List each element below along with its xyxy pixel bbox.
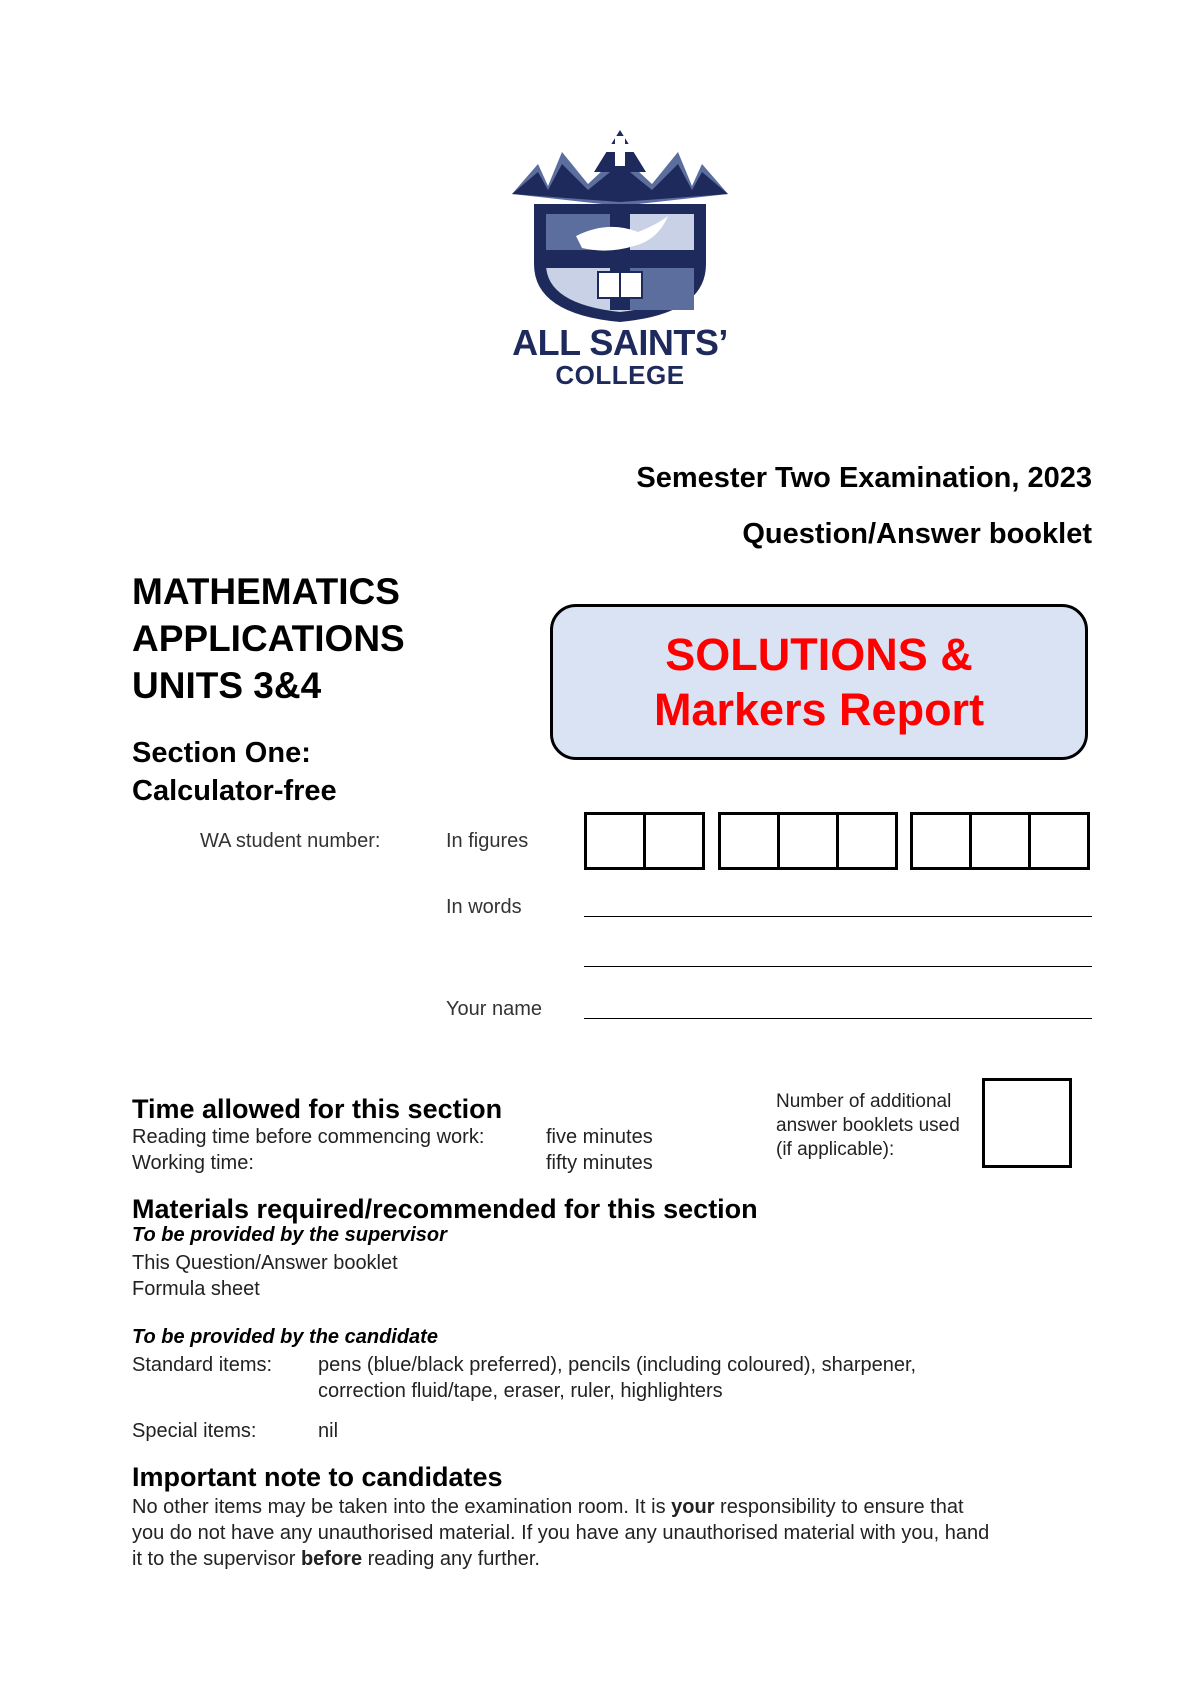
digit-group-2 — [718, 812, 898, 870]
note-text: it to the supervisor — [132, 1548, 301, 1570]
solutions-line-1: SOLUTIONS & — [665, 629, 973, 680]
note-emphasis: before — [300, 1548, 363, 1570]
digit-box[interactable] — [643, 812, 705, 870]
subject-line-2: APPLICATIONS — [132, 618, 405, 659]
additional-line-2: answer booklets used — [776, 1115, 960, 1136]
note-line-2: you do not have any unauthorised material. If you have any unauthorised material with you, hand — [132, 1522, 990, 1544]
in-words-line-2[interactable] — [584, 966, 1092, 967]
digit-box[interactable] — [969, 812, 1031, 870]
supervisor-item: Formula sheet — [132, 1278, 260, 1300]
special-items-value: nil — [318, 1420, 339, 1442]
your-name-line[interactable] — [584, 1018, 1092, 1019]
solutions-banner — [550, 604, 1088, 760]
note-line-3 — [132, 1546, 1092, 1572]
additional-line-3: (if applicable): — [776, 1139, 895, 1160]
working-time-label: Working time: — [132, 1152, 254, 1174]
note-text: responsibility to ensure that — [714, 1496, 964, 1518]
standard-items-line-1: pens (blue/black preferred), pencils (including coloured), sharpener, — [318, 1354, 917, 1376]
working-time-value: fifty minutes — [546, 1152, 653, 1174]
reading-time-value: five minutes — [546, 1126, 653, 1148]
section-line-2: Calculator-free — [132, 775, 337, 807]
important-note-heading: Important note to candidates — [132, 1462, 503, 1492]
in-figures-label: In figures — [446, 830, 529, 852]
section-title — [132, 734, 337, 810]
section-line-1: Section One: — [132, 737, 311, 769]
subject-line-1: MATHEMATICS — [132, 571, 400, 612]
note-emphasis: your — [671, 1496, 715, 1518]
exam-title: Semester Two Examination, 2023 — [636, 462, 1092, 494]
solutions-line-2: Markers Report — [653, 684, 985, 735]
subject-title — [132, 568, 405, 709]
your-name-label: Your name — [446, 998, 542, 1020]
additional-booklets-label — [776, 1090, 960, 1162]
digit-box[interactable] — [836, 812, 898, 870]
supervisor-heading: To be provided by the supervisor — [132, 1224, 447, 1246]
college-name-line1: ALL SAINTS’ — [512, 322, 728, 363]
note-line-1 — [132, 1494, 1092, 1520]
digit-box[interactable] — [777, 812, 839, 870]
additional-line-1: Number of additional — [776, 1091, 952, 1112]
reading-time-label: Reading time before commencing work: — [132, 1126, 485, 1148]
candidate-heading: To be provided by the candidate — [132, 1326, 438, 1348]
crest-icon — [498, 124, 742, 324]
additional-booklets-box[interactable] — [982, 1078, 1072, 1168]
standard-items-label: Standard items: — [132, 1354, 273, 1376]
supervisor-item: This Question/Answer booklet — [132, 1252, 398, 1274]
standard-items-line-2: correction fluid/tape, eraser, ruler, highlighters — [318, 1380, 723, 1402]
note-text: No other items may be taken into the examination room. It is — [132, 1496, 672, 1518]
student-number-label: WA student number: — [200, 830, 381, 852]
digit-box[interactable] — [910, 812, 972, 870]
digit-box[interactable] — [718, 812, 780, 870]
digit-box[interactable] — [584, 812, 646, 870]
materials-heading: Materials required/recommended for this section — [132, 1194, 758, 1224]
digit-group-3 — [910, 812, 1090, 870]
important-note-body — [132, 1494, 1092, 1572]
in-words-line-1[interactable] — [584, 916, 1092, 917]
note-text: reading any further. — [362, 1548, 540, 1570]
digit-box[interactable] — [1028, 812, 1090, 870]
college-name-line2: COLLEGE — [555, 360, 685, 390]
subject-line-3: UNITS 3&4 — [132, 665, 322, 706]
time-heading: Time allowed for this section — [132, 1094, 503, 1124]
booklet-type: Question/Answer booklet — [742, 518, 1092, 550]
digit-group-1 — [584, 812, 705, 870]
special-items-label: Special items: — [132, 1420, 257, 1442]
in-words-label: In words — [446, 896, 522, 918]
